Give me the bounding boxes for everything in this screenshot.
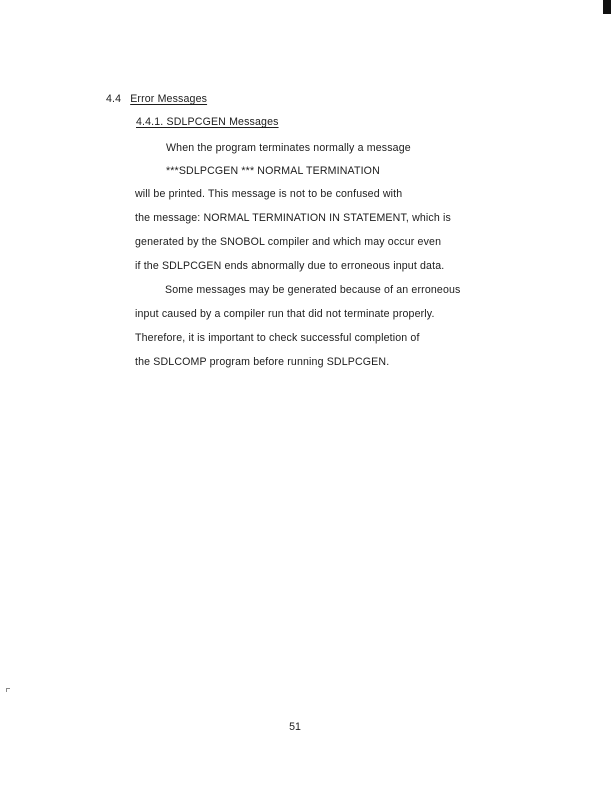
body-line-4: the message: NORMAL TERMINATION IN STATEMENT, which is — [135, 212, 451, 224]
stray-scan-mark — [6, 688, 10, 692]
body-line-5: generated by the SNOBOL compiler and which may occur even — [135, 236, 442, 248]
page-number: 51 — [289, 721, 301, 733]
body-line-7: Some messages may be generated because of an erroneous — [165, 284, 461, 296]
body-line-2: ***SDLPCGEN *** NORMAL TERMINATION — [166, 165, 380, 177]
body-line-9: Therefore, it is important to check successful completion of — [135, 332, 420, 344]
body-line-8: input caused by a compiler run that did not terminate properly. — [135, 308, 435, 320]
body-line-1: When the program terminates normally a message — [166, 142, 411, 154]
section-number: 4.4 — [106, 93, 122, 105]
body-line-3: will be printed. This message is not to be confused with — [135, 188, 403, 200]
body-line-6: if the SDLPCGEN ends abnormally due to erroneous input data. — [135, 260, 445, 272]
section-title: Error Messages — [130, 93, 208, 105]
body-line-10: the SDLCOMP program before running SDLPCGEN. — [135, 356, 390, 368]
corner-scan-mark — [603, 0, 611, 14]
subsection-heading: 4.4.1. SDLPCGEN Messages — [136, 116, 279, 128]
section-heading — [106, 93, 207, 106]
